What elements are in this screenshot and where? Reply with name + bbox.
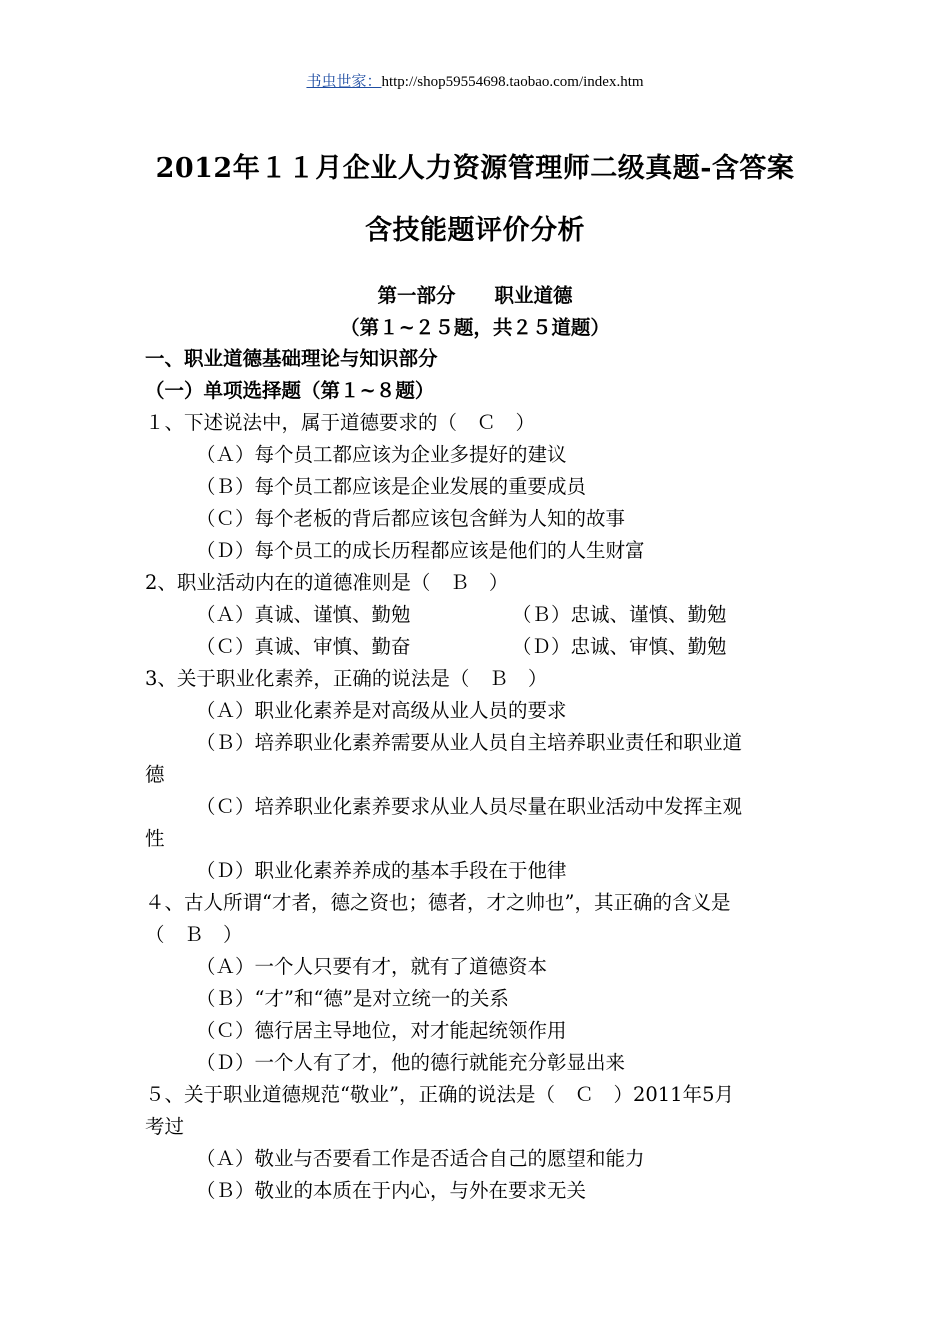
answer-option-continuation: 性 xyxy=(145,827,165,850)
answer-option: （Ｃ）真诚、审慎、勤奋 xyxy=(196,635,411,658)
answer-option: （Ａ）敬业与否要看工作是否适合自己的愿望和能力 xyxy=(196,1147,645,1170)
answer-option: （Ａ）每个员工都应该为企业多提好的建议 xyxy=(196,443,567,466)
question-stem: ４、古人所谓“才者，德之资也；德者，才之帅也”，其正确的含义是 xyxy=(145,891,731,914)
answer-option: （Ｂ）敬业的本质在于内心，与外在要求无关 xyxy=(196,1179,587,1202)
part-heading: 第一部分 职业道德 xyxy=(377,284,573,307)
document-subtitle: 含技能题评价分析 xyxy=(365,215,585,246)
answer-option: （Ａ）真诚、谨慎、勤勉 xyxy=(196,603,411,626)
answer-option-continuation: 德 xyxy=(145,763,165,786)
part-range: （第１~２５题，共２５道题） xyxy=(340,316,610,339)
subsection-heading: （一）单项选择题（第１~８题） xyxy=(145,379,435,402)
page-header xyxy=(0,70,950,91)
answer-option: （Ｃ）德行居主导地位，对才能起统领作用 xyxy=(196,1019,567,1042)
answer-option: （Ｄ）忠诚、审慎、勤勉 xyxy=(512,635,727,658)
shop-url[interactable]: http://shop59554698.taobao.com/index.htm xyxy=(381,74,644,90)
answer-option: （Ｂ）每个员工都应该是企业发展的重要成员 xyxy=(196,475,587,498)
question-stem-continuation: 考过 xyxy=(145,1115,185,1138)
question-stem-continuation: （ Ｂ ） xyxy=(145,923,243,946)
section-heading: 一、职业道德基础理论与知识部分 xyxy=(145,347,438,370)
answer-option: （Ｂ）培养职业化素养需要从业人员自主培养职业责任和职业道 xyxy=(196,731,743,754)
answer-option: （Ｂ）忠诚、谨慎、勤勉 xyxy=(512,603,727,626)
answer-option: （Ｃ）每个老板的背后都应该包含鲜为人知的故事 xyxy=(196,507,626,530)
answer-option: （Ｄ）职业化素养养成的基本手段在于他律 xyxy=(196,859,567,882)
question-stem: 2、职业活动内在的道德准则是（ Ｂ ） xyxy=(145,571,509,594)
answer-option: （Ａ）一个人只要有才，就有了道德资本 xyxy=(196,955,548,978)
shop-link[interactable]: 书虫世家： xyxy=(306,74,382,90)
answer-option: （Ａ）职业化素养是对高级从业人员的要求 xyxy=(196,699,567,722)
answer-option: （Ｂ）“才”和“德”是对立统一的关系 xyxy=(196,987,509,1010)
document-title: 2012年１１月企业人力资源管理师二级真题-含答案 xyxy=(155,153,795,184)
answer-option: （Ｃ）培养职业化素养要求从业人员尽量在职业活动中发挥主观 xyxy=(196,795,743,818)
question-stem: １、下述说法中，属于道德要求的（ Ｃ ） xyxy=(145,411,536,434)
question-stem: 3、关于职业化素养，正确的说法是（ Ｂ ） xyxy=(145,667,548,690)
answer-option: （Ｄ）一个人有了才，他的德行就能充分彰显出来 xyxy=(196,1051,626,1074)
answer-option: （Ｄ）每个员工的成长历程都应该是他们的人生财富 xyxy=(196,539,645,562)
question-stem: ５、关于职业道德规范“敬业”，正确的说法是（ Ｃ ）2011年5月 xyxy=(145,1083,734,1106)
